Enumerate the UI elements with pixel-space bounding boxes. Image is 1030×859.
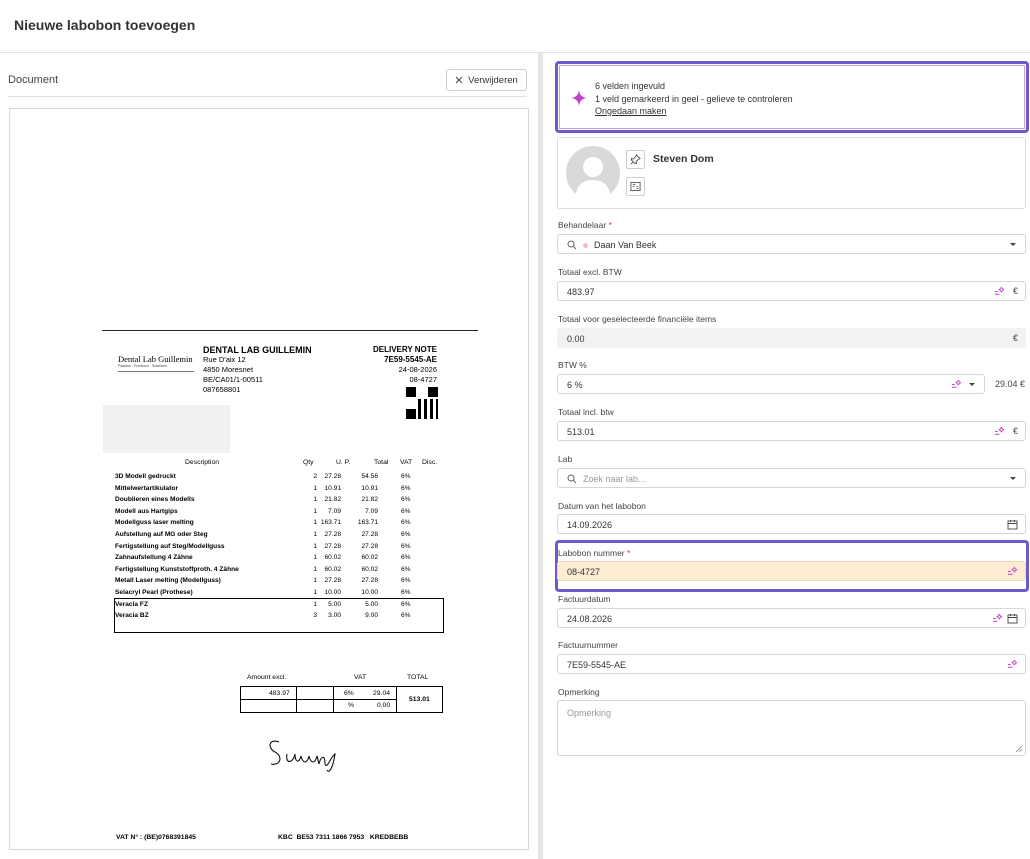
scan-table-cell: 6%	[401, 519, 411, 527]
factuurdatum-input[interactable]	[557, 608, 1026, 628]
scan-table-cell: Fertigstellung Kunststoffproth. 4 Zähne	[115, 565, 239, 573]
scan-table-cell: 1	[313, 565, 317, 573]
calendar-icon[interactable]	[1007, 613, 1018, 624]
scan-table-cell: 60.02	[361, 565, 378, 573]
scan-table-cell: 6%	[401, 612, 411, 620]
sparkle-icon	[571, 90, 587, 106]
scan-table-cell: 10.00	[361, 589, 378, 596]
pin-patient-button[interactable]	[626, 150, 645, 169]
scan-table-cell: Fertigstellung auf Steg/Modellguss	[115, 542, 225, 550]
scan-table-cell: 21.82	[324, 496, 341, 504]
totals-box	[240, 686, 443, 713]
scan-comment-box	[114, 598, 444, 633]
scan-table-cell: 5.00	[365, 600, 378, 608]
scan-table-cell: 6%	[401, 542, 411, 550]
scan-table-cell: 1	[313, 600, 317, 608]
col-description: Description	[185, 459, 219, 466]
ai-banner-line2: 1 veld gemarkeerd in geel - gelieve te controleren	[595, 94, 793, 104]
scan-table-cell: 27.28	[361, 577, 378, 585]
remove-document-button[interactable]	[446, 69, 527, 91]
currency-suffix: €	[1012, 333, 1018, 343]
scan-table-cell: 6%	[401, 473, 411, 480]
labobon-nummer-input[interactable]	[557, 561, 1026, 581]
scan-top-rule	[102, 330, 478, 331]
btw-select[interactable]	[557, 374, 985, 394]
scan-table-cell: 1	[313, 542, 317, 550]
scan-address1: Rue D'aix 12	[203, 355, 246, 364]
scan-table-cell: 6%	[401, 554, 411, 562]
vat-amount: 29.04	[373, 690, 391, 697]
datum-label: Datum van het labobon	[558, 501, 646, 511]
scan-table-cell: Veracia BZ	[115, 612, 149, 620]
scan-table-cell: 27.28	[361, 531, 378, 538]
ai-banner-line1: 6 velden ingevuld	[595, 81, 666, 91]
vat-pct: 6%	[344, 690, 354, 697]
calendar-icon[interactable]	[1007, 519, 1018, 530]
pct-sign: %	[348, 702, 355, 709]
ai-filled-icon[interactable]	[994, 286, 1005, 297]
scan-note-date: 24-08-2026	[398, 365, 437, 374]
scan-table-cell: Modell aus Hartgips	[115, 507, 178, 515]
scan-table-cell: Zahnaufstellung 4 Zähne	[115, 554, 193, 562]
chevron-down-icon	[1010, 477, 1016, 480]
scan-table-cell: 2	[313, 473, 317, 480]
scan-table-row	[115, 577, 445, 588]
document-preview[interactable]	[9, 108, 529, 850]
scan-table-cell: 1	[313, 496, 317, 504]
behandelaar-value: Daan Van Beek	[594, 240, 657, 250]
scan-table-cell: 3.00	[328, 612, 341, 620]
scan-note-ref: 08-4727	[409, 375, 437, 384]
scan-vat-ref: BE/CA01/1-00511	[203, 375, 263, 384]
scan-table-row	[115, 485, 445, 496]
totaal-excl-label: Totaal excl. BTW	[558, 267, 622, 277]
col-disc: Disc.	[422, 459, 438, 466]
qr-code	[406, 387, 438, 419]
signature	[265, 734, 355, 774]
scan-table-cell: 60.02	[324, 554, 341, 562]
col-qty: Qty	[303, 459, 314, 466]
labobon-nummer-value: 08-4727	[567, 567, 601, 577]
ai-filled-icon[interactable]	[1007, 659, 1018, 670]
scan-table-cell: 27.28	[361, 542, 378, 550]
scan-table-cell: 1	[313, 507, 317, 515]
scan-table-cell: Doublieren eines Modells	[115, 496, 195, 504]
col-vat: VAT	[400, 459, 413, 466]
scan-logo-line	[118, 371, 194, 372]
opmerking-textarea[interactable]	[557, 700, 1026, 756]
scan-table-cell: 10.91	[324, 484, 341, 492]
scan-note-title: DELIVERY NOTE	[372, 345, 437, 354]
scan-table-cell: 9.00	[365, 612, 378, 620]
scan-logo-text: Dental Lab Guillemin	[118, 354, 193, 364]
factuurnummer-value: 7E59-5545-AE	[567, 660, 627, 670]
close-icon	[455, 76, 463, 84]
ai-filled-icon[interactable]	[992, 613, 1003, 624]
scan-table-cell: 6%	[401, 507, 411, 515]
scan-table-cell: 6%	[401, 531, 411, 538]
scan-table-row	[115, 554, 445, 565]
behandelaar-label	[558, 220, 612, 230]
resize-handle-icon[interactable]	[1015, 745, 1023, 753]
search-icon	[567, 474, 577, 484]
scan-totals	[240, 674, 445, 724]
scan-logo	[118, 355, 198, 372]
scan-table-cell: 7.09	[328, 507, 341, 515]
search-icon	[567, 240, 577, 250]
scan-table-cell: 27.28	[324, 531, 341, 538]
chevron-down-icon	[969, 383, 975, 386]
btw-computed: 29.04 €	[994, 379, 1025, 389]
lab-placeholder: Zoek naar lab...	[583, 474, 646, 484]
status-dot	[583, 243, 588, 248]
scan-table-cell: 1	[313, 577, 317, 585]
scan-table-cell: 5.00	[328, 600, 341, 608]
scan-table-cell: 3	[313, 612, 317, 620]
labobon-nummer-label-text: Labobon nummer	[558, 548, 625, 558]
opmerking-label: Opmerking	[558, 687, 600, 697]
required-marker: *	[627, 548, 631, 558]
scan-table-cell: 1	[313, 589, 317, 596]
patient-name: Steven Dom	[653, 153, 714, 165]
scan-table-cell: 7.09	[365, 507, 378, 515]
scan-table-cell: Modellguss laser melting	[115, 519, 194, 527]
document-label: Document	[8, 74, 59, 86]
scan-table-cell: 60.02	[324, 565, 341, 573]
scan-table-header	[103, 459, 443, 471]
pin-icon	[630, 154, 641, 165]
btw-label: BTW %	[558, 360, 587, 370]
datum-value: 14.09.2026	[567, 520, 613, 530]
total-value: 513.01	[409, 696, 430, 703]
scan-table-cell: 6%	[401, 600, 411, 608]
totaal-incl-label: Totaal incl. btw	[558, 407, 614, 417]
scan-address2: 4850 Moresnet	[203, 365, 254, 374]
totaal-geselecteerd-label: Totaal voor geselecteerde financiële items	[558, 314, 717, 324]
totaal-excl-input[interactable]	[557, 281, 1026, 301]
scan-table-cell: Metall Laser melting (Modellguss)	[115, 577, 221, 585]
chevron-down-icon	[1010, 243, 1016, 246]
vat-label: VAT	[354, 674, 367, 681]
scan-table-cell: Veracia FZ	[115, 600, 148, 608]
col-up: U. P.	[336, 459, 351, 466]
scan-table-row	[115, 543, 445, 554]
zero-value: 0.00	[377, 702, 391, 709]
opmerking-placeholder: Opmerking	[567, 708, 612, 718]
ai-filled-icon[interactable]	[1007, 566, 1018, 577]
scan-table-cell: Selacryl Pearl (Prothese)	[115, 589, 193, 596]
undo-link[interactable]: Ongedaan maken	[595, 106, 667, 116]
scan-note-number: 7E59-5545-AE	[384, 355, 437, 364]
scan-table-cell: 21.82	[361, 496, 378, 504]
scan-company-name: DENTAL LAB GUILLEMIN	[203, 345, 312, 355]
factuurdatum-value: 24.08.2026	[567, 614, 613, 624]
ai-filled-icon[interactable]	[994, 426, 1005, 437]
scan-table-cell: Aufstellung auf MG oder Steg	[115, 531, 208, 538]
factuurnummer-label: Factuurnummer	[558, 640, 618, 650]
behandelaar-label-text: Behandelaar	[558, 220, 607, 230]
scan-table-cell: 27.28	[324, 473, 341, 480]
scan-phone: 087658801	[203, 385, 241, 394]
scan-footer-bank: KBC BE53 7311 1866 7953 KREDBEBB	[278, 834, 409, 841]
scan-table-cell: 6%	[401, 484, 411, 492]
scan-table-cell: 163.71	[320, 519, 341, 527]
scan-table-cell: 6%	[401, 565, 411, 573]
datum-input[interactable]	[557, 514, 1026, 534]
scan-table-cell: 1	[313, 531, 317, 538]
labobon-nummer-label	[558, 548, 630, 558]
total-label: TOTAL	[407, 674, 429, 681]
totaal-excl-value: 483.97	[567, 287, 595, 297]
remove-document-label: Verwijderen	[468, 74, 518, 86]
scan-table-cell: 6%	[401, 496, 411, 504]
scan-table-cell: Mittelwertartikulator	[115, 484, 179, 492]
document-separator	[8, 96, 527, 97]
scan-table-cell: 163.71	[357, 519, 378, 527]
avatar	[566, 146, 620, 200]
totaal-geselecteerd-input	[557, 328, 1026, 348]
person-icon	[566, 146, 620, 200]
scan-redacted-block	[103, 405, 230, 453]
ai-fill-banner	[555, 61, 1029, 133]
scan-table-row	[115, 473, 445, 484]
factuurdatum-label: Factuurdatum	[558, 594, 611, 604]
scan-table-cell: 27.28	[324, 542, 341, 550]
scan-table-row	[115, 508, 445, 519]
behandelaar-select[interactable]	[557, 234, 1026, 254]
id-card-icon	[630, 181, 641, 192]
scan-table-cell: 10.00	[324, 589, 341, 596]
scan-table-row	[115, 519, 445, 530]
scan-table-cell: 6%	[401, 589, 411, 596]
lab-select[interactable]	[557, 468, 1026, 488]
scan-table-cell: 60.02	[361, 554, 378, 562]
totaal-incl-input[interactable]	[557, 421, 1026, 441]
totaal-geselecteerd-value: 0.00	[567, 334, 585, 344]
ai-filled-icon[interactable]	[951, 379, 962, 390]
scan-table-cell: 27.28	[324, 577, 341, 585]
scan-table-cell: 1	[313, 519, 317, 527]
scan-table-cell: 1	[313, 484, 317, 492]
scan-logo-sub: Passion - Precision - Solutions	[118, 364, 167, 368]
page-header	[0, 0, 1030, 53]
scan-table-cell: 1	[313, 554, 317, 562]
scan-table-cell: 6%	[401, 577, 411, 585]
currency-suffix: €	[1012, 286, 1018, 296]
required-marker: *	[608, 220, 612, 230]
currency-suffix: €	[1012, 426, 1018, 436]
btw-value: 6 %	[567, 380, 583, 390]
scan-table-row	[115, 531, 445, 542]
totals-row-line	[241, 699, 396, 700]
scan-table-cell: 3D Modell gedruckt	[115, 473, 176, 480]
totaal-incl-value: 513.01	[567, 427, 595, 437]
scan-table-row	[115, 496, 445, 507]
scan-footer-vat: VAT N° : (BE)0768391845	[116, 834, 196, 841]
col-total: Total	[374, 459, 389, 466]
patient-card-button[interactable]	[626, 177, 645, 196]
factuurnummer-input[interactable]	[557, 654, 1026, 674]
lab-label: Lab	[558, 454, 573, 464]
amount-label: Amount excl.	[247, 674, 287, 681]
patient-card	[557, 137, 1026, 209]
scan-table-row	[115, 566, 445, 577]
page-title: Nieuwe labobon toevoegen	[14, 17, 196, 33]
totals-col-line-3	[396, 687, 397, 712]
scan-table-cell: 54.56	[361, 473, 378, 480]
amount-value: 483.97	[269, 690, 290, 697]
scan-table-cell: 10.91	[361, 484, 378, 492]
